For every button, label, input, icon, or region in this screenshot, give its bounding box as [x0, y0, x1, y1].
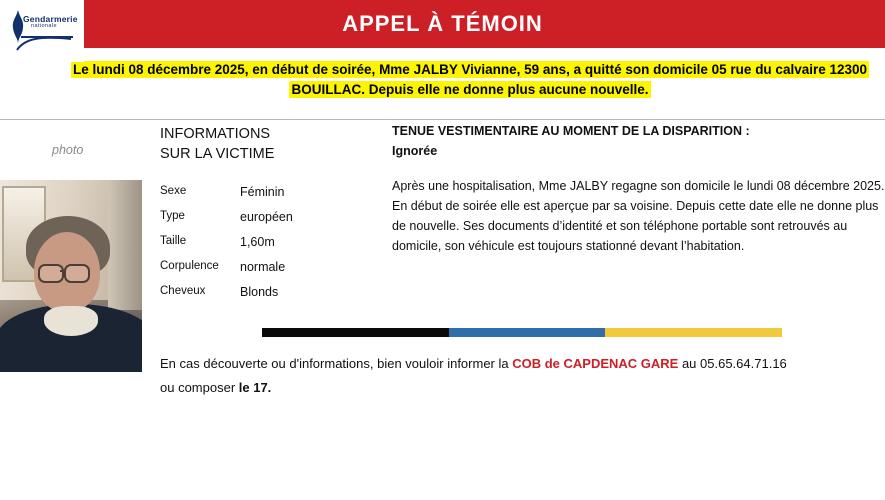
contact-phone: au 05.65.64.71.16 — [678, 356, 787, 371]
spec-key: Corpulence — [160, 260, 219, 272]
section-divider — [0, 119, 885, 120]
spec-key: Type — [160, 210, 185, 222]
table-row — [160, 255, 375, 280]
spec-key: Sexe — [160, 185, 187, 197]
photo-person-scarf — [44, 306, 98, 336]
spec-key: Taille — [160, 235, 187, 247]
victim-info-title — [160, 124, 274, 164]
photo-curtain — [108, 180, 142, 310]
contact-or: ou composer — [160, 380, 239, 395]
table-row — [160, 180, 375, 205]
outfit-title: TENUE VESTIMENTAIRE AU MOMENT DE LA DISPARITION : — [392, 124, 750, 138]
photo-glasses-bridge — [60, 270, 66, 272]
outfit-value: Ignorée — [392, 144, 438, 158]
spec-value: 1,60m — [240, 235, 275, 249]
headline — [70, 60, 870, 100]
page-title: APPEL À TÉMOIN — [342, 11, 543, 36]
victim-info-title-line2: SUR LA VICTIME — [160, 146, 275, 162]
spec-value: Féminin — [240, 185, 285, 199]
tricolor-yellow — [605, 328, 782, 337]
headline-text: Le lundi 08 décembre 2025, en début de soirée, Mme JALBY Vivianne, 59 ans, a quitté son domicile 05 rue du calvaire 12300 BOUILLAC. Depuis elle ne donne plus aucune nouvelle. — [72, 62, 868, 97]
spec-value: Blonds — [240, 285, 279, 299]
victim-spec-table — [160, 180, 375, 305]
spec-value: européen — [240, 210, 293, 224]
photo-glasses-right — [64, 264, 90, 283]
contact-block — [160, 352, 876, 400]
contact-lead: En cas découverte ou d'informations, bien vouloir informer la — [160, 356, 513, 371]
logo-swoosh-icon — [15, 34, 73, 52]
photo-glasses-left — [38, 264, 64, 283]
logo-text-secondary: nationale — [31, 23, 57, 29]
spec-value: normale — [240, 260, 286, 274]
contact-unit: COB de CAPDENAC GARE — [512, 356, 679, 371]
gendarmerie-logo — [0, 0, 84, 62]
photo-label: photo — [52, 143, 84, 157]
header-bar — [0, 0, 885, 48]
narrative-text: Après une hospitalisation, Mme JALBY regagne son domicile le lundi 08 décembre 2025. En début de soirée elle est aperçue par sa voisine. Depuis cette date elle ne donne plus de nouvelle. Ses documents d’identité et son téléphone portable sont retrouvés au domicile, son véhicule est toujours stationné devant l’habitation. — [392, 179, 885, 253]
contact-emergency-number: le 17. — [238, 380, 272, 395]
tricolor-blue — [449, 328, 605, 337]
tricolor-bar — [262, 328, 782, 337]
victim-photo — [0, 180, 142, 372]
table-row — [160, 230, 375, 255]
victim-info-title-line1: INFORMATIONS — [160, 126, 271, 142]
table-row — [160, 280, 375, 305]
table-row — [160, 205, 375, 230]
spec-key: Cheveux — [160, 285, 206, 297]
logo-mark — [5, 8, 79, 54]
logo-text-primary: Gendarmerie — [23, 14, 78, 24]
tricolor-black — [262, 328, 449, 337]
